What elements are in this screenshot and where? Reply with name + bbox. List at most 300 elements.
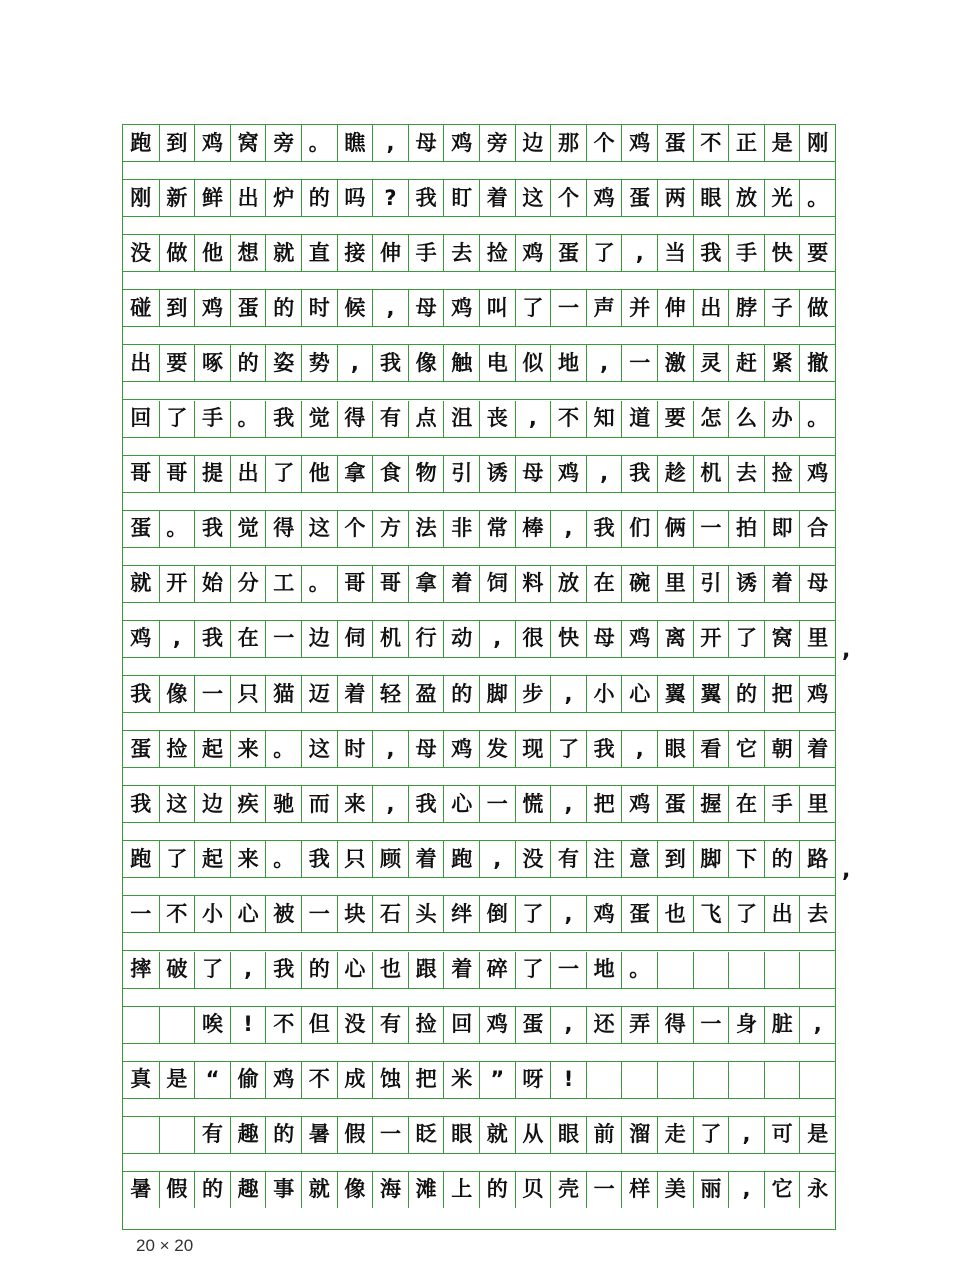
- grid-cell: 还: [586, 1007, 622, 1043]
- grid-cell: 身: [728, 1007, 764, 1043]
- grid-cell: 手: [728, 235, 764, 271]
- row-spacer: [123, 1153, 835, 1172]
- grid-cell: 块: [337, 896, 373, 932]
- grid-cell: 翼: [657, 676, 693, 712]
- grid-cell: 哥: [130, 461, 152, 486]
- grid-cell: 新: [159, 180, 195, 216]
- grid-cell: 做: [159, 235, 195, 271]
- grid-cell: “: [194, 1062, 230, 1098]
- grid-cell: 觉: [230, 511, 266, 547]
- grid-cell: 的: [728, 676, 764, 712]
- grid-cell: 滩: [408, 1172, 444, 1208]
- grid-cell: 跟: [408, 952, 444, 988]
- grid-cell: 伺: [337, 621, 373, 657]
- grid-cell: 蚀: [372, 1062, 408, 1098]
- grid-cell: 灵: [693, 345, 729, 381]
- grid-cell: 声: [586, 290, 622, 326]
- row-spacer: [123, 547, 835, 566]
- grid-row: [123, 456, 835, 492]
- grid-cell: !: [230, 1007, 266, 1043]
- grid-cell: 不: [693, 125, 729, 161]
- grid-cell: 起: [194, 841, 230, 877]
- grid-cell: 出: [230, 180, 266, 216]
- grid-cell: [764, 952, 800, 988]
- grid-cell: 来: [337, 786, 373, 822]
- grid-cell: 诱: [479, 456, 515, 492]
- grid-cell: 行: [408, 621, 444, 657]
- grid-row: [123, 566, 835, 602]
- grid-cell: 鲜: [194, 180, 230, 216]
- grid-cell: 点: [408, 401, 444, 437]
- grid-row: [123, 621, 835, 657]
- grid-cell: 出: [693, 290, 729, 326]
- grid-cell: ,: [479, 621, 515, 657]
- grid-cell: 样: [621, 1172, 657, 1208]
- grid-cell: 鸡: [621, 786, 657, 822]
- grid-cell: 一: [621, 345, 657, 381]
- grid-cell: 这: [515, 180, 551, 216]
- grid-cell: ,: [550, 786, 586, 822]
- grid-cell: 脖: [728, 290, 764, 326]
- grid-cell: 朝: [764, 731, 800, 767]
- grid-cell: 它: [764, 1172, 800, 1208]
- grid-cell: ,: [550, 676, 586, 712]
- grid-cell: 哥: [372, 566, 408, 602]
- grid-cell: 常: [479, 511, 515, 547]
- grid-cell: 的: [443, 676, 479, 712]
- grid-row: [123, 235, 835, 271]
- grid-cell: 一: [265, 621, 301, 657]
- grid-cell: [728, 1062, 764, 1098]
- grid-cell: 地: [550, 345, 586, 381]
- grid-cell: 饲: [479, 566, 515, 602]
- grid-cell: ”: [479, 1062, 515, 1098]
- grid-cell: 是: [799, 1117, 835, 1153]
- row-spacer: [123, 657, 835, 676]
- grid-cell: 捡: [764, 456, 800, 492]
- grid-cell: 一: [301, 896, 337, 932]
- grid-row: [123, 676, 835, 712]
- grid-cell: 心: [621, 676, 657, 712]
- grid-cell: 沮: [443, 401, 479, 437]
- grid-cell: 手: [194, 401, 230, 437]
- grid-cell: 了: [728, 621, 764, 657]
- grid-cell: 绊: [443, 896, 479, 932]
- grid-cell: 想: [230, 235, 266, 271]
- grid-cell: 个: [337, 511, 373, 547]
- grid-row: [123, 896, 835, 932]
- grid-cell: 摔: [130, 957, 152, 981]
- grid-cell: 了: [728, 896, 764, 932]
- grid-size-label: 20 × 20: [136, 1236, 194, 1255]
- grid-cell: 这: [301, 511, 337, 547]
- grid-cell: 可: [764, 1117, 800, 1153]
- grid-cell: 心: [443, 786, 479, 822]
- grid-cell: 趁: [657, 456, 693, 492]
- grid-cell: 方: [372, 511, 408, 547]
- grid-cell: 撤: [799, 345, 835, 381]
- grid-cell: 机: [693, 456, 729, 492]
- grid-cell: 起: [194, 731, 230, 767]
- grid-cell: 到: [657, 841, 693, 877]
- grid-cell: 有: [550, 841, 586, 877]
- grid-cell: 像: [159, 676, 195, 712]
- grid-cell: 伸: [657, 290, 693, 326]
- grid-cell: 。: [265, 841, 301, 877]
- grid-cell: 要: [159, 345, 195, 381]
- grid-cell: 被: [265, 896, 301, 932]
- grid-row: [123, 401, 835, 437]
- grid-cell: 鸡: [586, 896, 622, 932]
- grid-row: [123, 1117, 835, 1153]
- grid-cell: 蛋: [657, 786, 693, 822]
- row-spacer: [123, 326, 835, 345]
- grid-cell: 现: [515, 731, 551, 767]
- grid-cell: 。: [159, 511, 195, 547]
- grid-cell: 着: [443, 952, 479, 988]
- grid-cell: 趣: [230, 1172, 266, 1208]
- grid-cell: 快: [550, 621, 586, 657]
- grid-cell: 但: [301, 1007, 337, 1043]
- grid-cell: 就: [301, 1172, 337, 1208]
- grid-cell: ,: [372, 731, 408, 767]
- grid-cell: 丽: [693, 1172, 729, 1208]
- grid-cell: 光: [764, 180, 800, 216]
- grid-cell: 下: [728, 841, 764, 877]
- grid-cell: 得: [337, 401, 373, 437]
- grid-cell: 着: [443, 566, 479, 602]
- grid-cell: [123, 1117, 159, 1153]
- grid-cell: 我: [301, 841, 337, 877]
- row-spacer: [123, 932, 835, 951]
- grid-cell: 是: [764, 125, 800, 161]
- grid-cell: ,: [159, 621, 195, 657]
- grid-cell: 是: [159, 1062, 195, 1098]
- grid-cell: 脏: [764, 1007, 800, 1043]
- row-spacer: [123, 1043, 835, 1062]
- grid-cell: 的: [194, 1172, 230, 1208]
- grid-cell: 一: [586, 1172, 622, 1208]
- grid-cell: 要: [799, 235, 835, 271]
- grid-cell: 我: [693, 235, 729, 271]
- grid-cell: 诱: [728, 566, 764, 602]
- grid-cell: 就: [479, 1117, 515, 1153]
- grid-cell: 提: [194, 456, 230, 492]
- grid-cell: 回: [443, 1007, 479, 1043]
- grid-row: [123, 841, 835, 877]
- grid-cell: 倒: [479, 896, 515, 932]
- grid-cell: 鸡: [194, 290, 230, 326]
- grid-cell: 一: [550, 952, 586, 988]
- grid-cell: 蛋: [515, 1007, 551, 1043]
- grid-cell: 候: [337, 290, 373, 326]
- row-spacer: [123, 492, 835, 511]
- grid-cell: 一: [479, 786, 515, 822]
- grid-cell: 假: [159, 1172, 195, 1208]
- grid-cell: 假: [337, 1117, 373, 1153]
- grid-cell: 俩: [657, 511, 693, 547]
- grid-cell: 合: [799, 511, 835, 547]
- grid-cell: 步: [515, 676, 551, 712]
- grid-cell: 头: [408, 896, 444, 932]
- grid-cell: 着: [479, 180, 515, 216]
- grid-cell: 。: [799, 180, 835, 216]
- grid-cell: 它: [728, 731, 764, 767]
- grid-cell: 碰: [130, 295, 152, 320]
- grid-cell: 一: [693, 1007, 729, 1043]
- grid-cell: 一: [693, 511, 729, 547]
- grid-cell: 鸡: [799, 676, 835, 712]
- grid-cell: 有: [194, 1117, 230, 1153]
- grid-cell: 旁: [265, 125, 301, 161]
- grid-cell: 跑: [130, 846, 152, 871]
- grid-cell: ?: [372, 180, 408, 216]
- grid-cell: 触: [443, 345, 479, 381]
- margin-comma: ,: [842, 858, 851, 883]
- grid-cell: 了: [265, 456, 301, 492]
- grid-cell: 眼: [657, 731, 693, 767]
- grid-cell: 慌: [515, 786, 551, 822]
- row-spacer: [123, 216, 835, 235]
- grid-cell: 非: [443, 511, 479, 547]
- grid-cell: 盈: [408, 676, 444, 712]
- grid-cell: 一: [130, 901, 152, 926]
- grid-cell: ,: [372, 125, 408, 161]
- grid-cell: 也: [372, 952, 408, 988]
- grid-cell: 手: [764, 786, 800, 822]
- grid-cell: 不: [301, 1062, 337, 1098]
- grid-cell: 动: [443, 621, 479, 657]
- grid-cell: 法: [408, 511, 444, 547]
- grid-cell: 瞧: [337, 125, 373, 161]
- grid-cell: 叫: [479, 290, 515, 326]
- grid-cell: 。: [799, 401, 835, 437]
- grid-cell: 我: [265, 952, 301, 988]
- grid-cell: 母: [408, 125, 444, 161]
- grid-cell: 我: [194, 621, 230, 657]
- grid-cell: 唉: [194, 1007, 230, 1043]
- grid-cell: 鸡: [130, 626, 152, 651]
- grid-cell: 。: [621, 952, 657, 988]
- grid-cell: 意: [621, 841, 657, 877]
- grid-cell: 引: [443, 456, 479, 492]
- grid-cell: 我: [130, 791, 152, 816]
- grid-cell: 鸡: [515, 235, 551, 271]
- grid-cell: [728, 952, 764, 988]
- grid-cell: ,: [728, 1172, 764, 1208]
- grid-cell: 出: [130, 350, 152, 375]
- grid-cell: 溜: [621, 1117, 657, 1153]
- grid-cell: 这: [159, 786, 195, 822]
- grid-cell: 眨: [408, 1117, 444, 1153]
- grid-cell: 我: [265, 401, 301, 437]
- grid-cell: 啄: [194, 345, 230, 381]
- row-spacer: [123, 271, 835, 290]
- grid-cell: 就: [130, 571, 152, 596]
- grid-cell: 不: [159, 896, 195, 932]
- row-spacer: [123, 437, 835, 456]
- grid-cell: 即: [764, 511, 800, 547]
- grid-cell: [621, 1062, 657, 1098]
- grid-cell: 碎: [479, 952, 515, 988]
- grid-cell: 蛋: [130, 516, 152, 541]
- grid-cell: 脚: [693, 841, 729, 877]
- grid-cell: 要: [657, 401, 693, 437]
- grid-cell: 眼: [550, 1117, 586, 1153]
- grid-cell: 把: [408, 1062, 444, 1098]
- grid-cell: 快: [764, 235, 800, 271]
- grid-cell: 激: [657, 345, 693, 381]
- grid-cell: 从: [515, 1117, 551, 1153]
- grid-cell: 边: [301, 621, 337, 657]
- grid-cell: 呀: [515, 1062, 551, 1098]
- grid-cell: 刚: [130, 185, 152, 210]
- grid-cell: 我: [408, 786, 444, 822]
- grid-cell: 发: [479, 731, 515, 767]
- grid-cell: 炉: [265, 180, 301, 216]
- grid-cell: 去: [443, 235, 479, 271]
- grid-cell: 拿: [337, 456, 373, 492]
- grid-cell: 破: [159, 952, 195, 988]
- grid-cell: 贝: [515, 1172, 551, 1208]
- grid-cell: [693, 952, 729, 988]
- grid-cell: 在: [728, 786, 764, 822]
- grid-cell: 接: [337, 235, 373, 271]
- grid-cell: 旁: [479, 125, 515, 161]
- grid-cell: 。: [301, 566, 337, 602]
- grid-row: [123, 952, 835, 988]
- grid-cell: 似: [515, 345, 551, 381]
- grid-cell: 鸡: [621, 125, 657, 161]
- grid-cell: 分: [230, 566, 266, 602]
- grid-cell: 做: [799, 290, 835, 326]
- grid-cell: ,: [372, 290, 408, 326]
- grid-cell: 了: [159, 401, 195, 437]
- grid-cell: 的: [230, 345, 266, 381]
- grid-row: [123, 1172, 835, 1208]
- grid-cell: 把: [586, 786, 622, 822]
- grid-cell: 了: [194, 952, 230, 988]
- grid-cell: ,: [728, 1117, 764, 1153]
- grid-cell: 只: [337, 841, 373, 877]
- grid-cell: 壳: [550, 1172, 586, 1208]
- grid-cell: 他: [301, 456, 337, 492]
- grid-cell: 去: [799, 896, 835, 932]
- grid-cell: 了: [515, 896, 551, 932]
- grid-cell: 一: [194, 676, 230, 712]
- grid-cell: 势: [301, 345, 337, 381]
- grid-cell: ,: [515, 401, 551, 437]
- grid-cell: 子: [764, 290, 800, 326]
- grid-cell: 料: [515, 566, 551, 602]
- grid-row: [123, 1062, 835, 1098]
- grid-cell: 迈: [301, 676, 337, 712]
- row-spacer: [123, 1098, 835, 1117]
- writing-grid: [122, 124, 836, 1230]
- grid-cell: 弄: [621, 1007, 657, 1043]
- grid-cell: 了: [693, 1117, 729, 1153]
- grid-cell: 去: [728, 456, 764, 492]
- grid-cell: 了: [515, 290, 551, 326]
- grid-cell: 飞: [693, 896, 729, 932]
- grid-cell: 母: [515, 456, 551, 492]
- grid-cell: 在: [230, 621, 266, 657]
- grid-cell: 我: [586, 731, 622, 767]
- grid-cell: 前: [586, 1117, 622, 1153]
- grid-cell: 石: [372, 896, 408, 932]
- grid-cell: 窝: [764, 621, 800, 657]
- grid-cell: 边: [515, 125, 551, 161]
- grid-cell: [799, 952, 835, 988]
- grid-cell: 了: [586, 235, 622, 271]
- grid-cell: 像: [337, 1172, 373, 1208]
- grid-cell: 小: [586, 676, 622, 712]
- grid-row: [123, 290, 835, 326]
- grid-cell: [123, 1007, 159, 1043]
- grid-cell: 离: [657, 621, 693, 657]
- grid-cell: 办: [764, 401, 800, 437]
- grid-cell: 那: [550, 125, 586, 161]
- grid-cell: 母: [799, 566, 835, 602]
- grid-cell: 蛋: [621, 180, 657, 216]
- grid-cell: 着: [408, 841, 444, 877]
- grid-cell: 捡: [408, 1007, 444, 1043]
- grid-cell: 蛋: [550, 235, 586, 271]
- grid-cell: 他: [194, 235, 230, 271]
- grid-cell: 轻: [372, 676, 408, 712]
- grid-cell: 我: [621, 456, 657, 492]
- grid-cell: 我: [130, 681, 152, 706]
- grid-cell: 正: [728, 125, 764, 161]
- grid-cell: [764, 1062, 800, 1098]
- grid-cell: ,: [550, 1007, 586, 1043]
- grid-cell: 里: [657, 566, 693, 602]
- grid-cell: 我: [372, 345, 408, 381]
- grid-cell: 的: [764, 841, 800, 877]
- grid-cell: 着: [799, 731, 835, 767]
- grid-cell: 。: [301, 125, 337, 161]
- grid-cell: 心: [337, 952, 373, 988]
- grid-cell: 捡: [479, 235, 515, 271]
- grid-cell: 的: [301, 952, 337, 988]
- row-spacer: [123, 602, 835, 621]
- grid-cell: 的: [479, 1172, 515, 1208]
- row-spacer: [123, 712, 835, 731]
- grid-cell: 有: [372, 401, 408, 437]
- grid-cell: 一: [550, 290, 586, 326]
- grid-cell: 刚: [799, 125, 835, 161]
- grid-cell: 只: [230, 676, 266, 712]
- grid-cell: 得: [657, 1007, 693, 1043]
- margin-comma: ,: [842, 638, 851, 663]
- grid-cell: 疾: [230, 786, 266, 822]
- grid-cell: 着: [764, 566, 800, 602]
- grid-cell: 跑: [443, 841, 479, 877]
- grid-cell: 引: [693, 566, 729, 602]
- grid-cell: 鸡: [799, 456, 835, 492]
- grid-cell: [657, 1062, 693, 1098]
- grid-cell: 来: [230, 731, 266, 767]
- grid-cell: 吗: [337, 180, 373, 216]
- grid-cell: ,: [586, 456, 622, 492]
- grid-cell: 趣: [230, 1117, 266, 1153]
- grid-cell: 直: [301, 235, 337, 271]
- grid-cell: 看: [693, 731, 729, 767]
- grid-cell: 丧: [479, 401, 515, 437]
- row-spacer: [123, 767, 835, 786]
- grid-cell: 了: [515, 952, 551, 988]
- grid-cell: 时: [337, 731, 373, 767]
